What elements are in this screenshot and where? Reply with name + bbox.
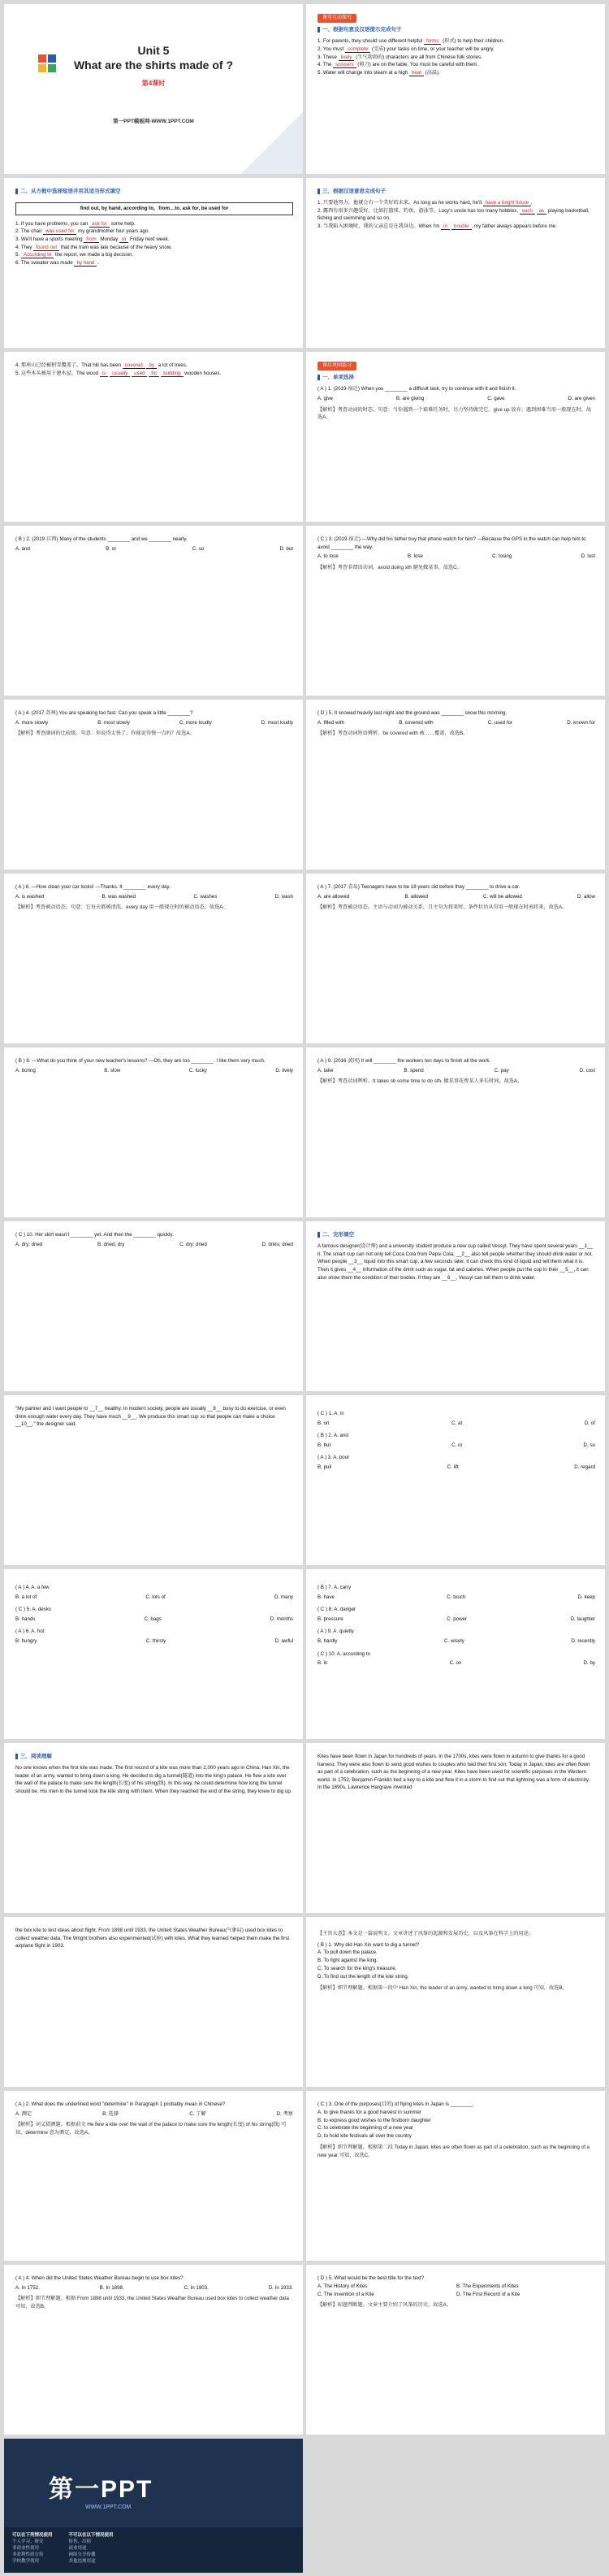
section-tag: 课后巩固练习 — [317, 362, 356, 371]
slide-mc-7 — [306, 874, 605, 1043]
question: ( A ) 6. —How clean your car looks! —Thanks. It ________ every day. — [15, 884, 171, 890]
explanation: 【解析】考查副词的比较级。句意：你说得太快了，你能说得慢一点吗？故选A。 — [15, 731, 195, 737]
cloze-question: ( A ) 9. A. quietly B. hardly C. wisely D. recently — [317, 1628, 595, 1645]
explanation: 【解析】考查被动语态。句意：它每天都被清洗。every day 用一般现在时的被动语态，故选A。 — [15, 904, 228, 911]
passage: No one knows when the first kite was made. The first record of a kite was more than 2,000 years ago in China. Han Xin, the leader of an army, wanted to bring down a king. He decided to dig a tunnel(隧道) into the king's palace. He flew a kite over the wall of the palace to make sure the length(长度) of his string(线). In this way, he could determine how long the tunnel should be. His men in the tunnel took the kite string with them. When they reached the end of the string, they knew to dig up. — [15, 1765, 292, 1794]
section-heading: 二、完形填空 — [317, 1231, 354, 1239]
option: A. 测定 — [15, 2110, 32, 2117]
option: D. so — [583, 1442, 595, 1448]
question: ( A ) 4. When did the United States Weather Bureau begin to use box kites? — [15, 2275, 184, 2281]
option: B. allowed — [404, 893, 428, 900]
list-item: 网络分享传播 — [68, 2552, 96, 2557]
section-heading: 一、单项选择 — [317, 374, 354, 382]
option: B. in — [317, 1660, 328, 1667]
slide-reading-q2 — [4, 2091, 303, 2261]
option: D. many — [274, 1594, 293, 1600]
option: D. months — [270, 1615, 293, 1622]
option: A. give — [317, 395, 333, 401]
cloze-items — [317, 1405, 595, 1472]
option: C. losing — [492, 553, 512, 560]
main-idea: 【主旨大意】本文是一篇说明文。文章讲述了风筝的起源和发展历史，以及风筝在科学上的用途。 — [317, 1931, 534, 1936]
answer-blank: as — [537, 208, 547, 215]
option: B. pull — [317, 1464, 332, 1471]
list-item: 转售、出租 — [68, 2539, 92, 2544]
slide-sentence-completion — [306, 4, 605, 174]
question: ( C ) 10. Her skirt wasn't ________ yet. And then the ________ quickly. — [15, 1232, 174, 1238]
option: C. lucky — [188, 1067, 207, 1073]
exercise-text: 1. For parents, they should use different helpful forms (形式) to help their children. 2. You must complete (完成) your tasks on time, or your teacher will be angry. 3. These lively (生气勃勃的) characters are all from Chinese folk stories. 4. The scissors (剪刀) are on the table. You must be careful with them. 5. Water will change into steam at a high heat (高温). — [317, 38, 504, 76]
slide-reading-q3 — [306, 2091, 605, 2261]
option: B. 选择 — [102, 2110, 119, 2117]
option: B. spend — [404, 1067, 424, 1073]
answer-blank: is — [100, 371, 108, 377]
cloze-items — [15, 1579, 293, 1646]
option: D. of — [584, 1420, 595, 1426]
question: ( D ) 5. What would be the best title for the text? — [317, 2275, 425, 2281]
option: A. are allowed — [317, 893, 350, 900]
answer-blank: heat — [409, 70, 424, 76]
option: A. to lose — [317, 553, 339, 560]
option: C. will be allowed — [483, 893, 522, 900]
slide-translation-cont — [4, 352, 303, 522]
option: B. on — [317, 1420, 330, 1426]
section-tag: 课堂互动探究 — [317, 14, 356, 23]
answer-blank: According to — [21, 252, 54, 258]
forbidden-title: 不可以在以下情况使用 — [68, 2533, 114, 2538]
option: D. laughter — [570, 1615, 595, 1622]
allowed-list — [12, 2538, 53, 2564]
option: C. 了解 — [189, 2110, 206, 2117]
option: D. known for — [567, 719, 595, 726]
cloze-question: ( C ) 1. A. in B. on C. at D. of — [317, 1411, 595, 1426]
option: C. In 1903. — [184, 2284, 209, 2291]
section-heading: 三、根据汉语意思完成句子 — [317, 188, 386, 196]
option: B. a lot of — [15, 1594, 37, 1600]
option: C. lots of — [145, 1594, 166, 1600]
explanation: 【解析】词义猜测题。根据前文 He flew a kite over the wall of the palace to make sure the length(长度) of his string(线) 可知，determine 意为测定，故选A。 — [15, 2122, 287, 2136]
allowed-title: 可以在下列情况使用 — [12, 2533, 53, 2538]
slide-reading-end — [4, 1917, 303, 2087]
option: D. are given — [568, 395, 595, 401]
list-item: C. The Invention of a Kite — [317, 2291, 374, 2297]
option: B. In 1898. — [99, 2284, 124, 2291]
list-item: D. The First Record of a Kite — [456, 2291, 520, 2297]
question: ( A ) 7. (2017·青岛) Teenagers have to be 18 years old before they ________ to drive a car. — [317, 884, 520, 890]
option: B. covered with — [399, 719, 434, 726]
phrase-box: find out, by hand, according to，from…to, ask for, be used for — [15, 202, 293, 215]
cover-title — [4, 43, 303, 72]
passage: A famous designer(设计师) and a university student produce a new cup called Vessyl. They have spent several years __1__ it. The smart cup can not only tell Coca Cola from Pepsi Cola, __2__ also tell people whether they should drink water or not. When people __3__ liquid into this smart cup, a few seconds later, it can check this kind of liquid and tell them what it is. Then it gives __4__ information of the drink such as sugar, fat and calories. When people put the cup in their __5__, it can also show them the condition of their bodies. If they are __6__, Vessyl can tell them to drink water. — [317, 1243, 594, 1281]
list-item: 个人学习、研究 — [12, 2539, 44, 2544]
slide-translation — [306, 178, 605, 348]
option: C. pay — [494, 1067, 509, 1073]
answer-blank: for — [149, 371, 159, 377]
option: B. hardly — [317, 1638, 338, 1645]
cloze-question: ( B ) 7. A. carry B. have C. touch D. keep — [317, 1585, 595, 1600]
option: A. dry; dried — [15, 1241, 43, 1247]
options — [317, 2283, 595, 2299]
option: D. recently — [571, 1638, 595, 1645]
option: B. or — [106, 545, 117, 552]
option: C. wisely — [444, 1638, 464, 1645]
slide-cloze-q3 — [306, 1569, 605, 1739]
answer-blank: to — [119, 236, 128, 243]
explanation: 【解析】考查非谓语动词。avoid doing sth 避免做某事，故选C。 — [317, 564, 462, 570]
option: C. more loudly — [179, 719, 212, 726]
option: A. more slowly — [15, 719, 49, 726]
option: A. is washed — [15, 893, 45, 900]
options — [15, 545, 293, 553]
option: D. awful — [274, 1638, 293, 1645]
option: C. dry; dried — [179, 1241, 207, 1247]
option: B. are giving — [395, 395, 425, 401]
question: ( A ) 1. (2019·宿迁) When you ________ a difficult task, try to continue with it and finish it. — [317, 386, 516, 392]
answer-blank: have a bright future — [483, 200, 531, 206]
answer-blank: in — [441, 223, 450, 230]
slide-cloze-q2 — [4, 1569, 303, 1739]
options — [317, 719, 595, 727]
option: D. but — [279, 545, 293, 552]
answer-blank: building — [161, 371, 183, 377]
options — [317, 2109, 595, 2141]
option: B. hungry — [15, 1638, 37, 1645]
option: D. dries; dried — [261, 1241, 293, 1247]
question: ( A ) 2. What does the underlined word "determine" in Paragraph 1 probably mean in Chinese? — [15, 2101, 226, 2107]
answer-blank: from — [84, 236, 98, 243]
list-item: B. The Experiments of Kites — [456, 2283, 519, 2289]
list-item: A. The History of Kites — [317, 2283, 368, 2289]
options — [15, 2110, 293, 2118]
list-item: C. to celebrate the beginning of a new year — [317, 2125, 413, 2131]
passage: the box kite to test ideas about flight. From 1898 until 1933, the United States Weather Bureau(气象局) used box kites to collect weather data. The Wright brothers also experimented(试验) with kites. What they learned helped them make the first airplane flight in 1903. — [15, 1928, 290, 1949]
list-item: A. To pull down the palace. — [317, 1949, 378, 1956]
explanation: 【解析】考查动词短语辨析。be covered with 被……覆盖，故选B。 — [317, 731, 469, 737]
option: C. gave — [487, 395, 505, 401]
slide-reading-q4 — [4, 2265, 303, 2435]
list-item: 学校教学使用 — [12, 2559, 40, 2564]
option: B. most slowly — [97, 719, 130, 726]
options — [15, 1241, 293, 1249]
option: D. allow — [577, 893, 595, 900]
option: D. lively — [275, 1067, 293, 1073]
slide-reading-q1 — [306, 1917, 605, 2087]
option: A. filled with — [317, 719, 345, 726]
option: C. bags — [144, 1615, 162, 1622]
list-item: 其他违规用途 — [68, 2559, 96, 2564]
cover-footer: 第一PPT模板网-WWW.1PPT.COM — [113, 119, 194, 124]
answer-blank: such — [520, 208, 535, 215]
slide-reading-q5 — [306, 2265, 605, 2435]
slide-reading — [4, 1743, 303, 1913]
options — [15, 2284, 293, 2292]
slide-mc-8 — [4, 1047, 303, 1217]
exercise-text: 1. 只要他努力，他就会有一个美好的未来。As long as he works hard, he'll have a bright future . 2. 露西有很多兴趣爱好，比如打篮球、钓鱼、游泳等。Lucy's uncle has too many hobbies, such as playing basketball, fishing and swimming and so on. 3. 当我陷入困境时，我的父亲总是在我身边。When I'm in trouble , my father always appears before me. — [317, 200, 590, 229]
option: C. washes — [193, 893, 218, 900]
slide-phrase-fill — [4, 178, 303, 348]
question: ( B ) 8. —What do you think of your new teacher's lessons? —Oh, they are too ________. I like them very much. — [15, 1058, 266, 1064]
question: ( B ) 1. Why did Han Xin want to dig a tunnel? — [317, 1941, 420, 1948]
explanation: 【解析】标题判断题。文章主要介绍了风筝的历史，故选A。 — [317, 2302, 452, 2309]
option: C. at — [451, 1420, 463, 1426]
cloze-question: ( A ) 6. A. hot B. hungry C. thirsty D. awful — [15, 1628, 293, 1645]
option: C. touch — [447, 1594, 466, 1600]
brand-site: WWW.1PPT.COM — [85, 2504, 132, 2510]
slide-mc-6 — [4, 874, 303, 1043]
option: D. cost — [579, 1067, 595, 1073]
explanation: 【解析】考查动词辨析。It takes sb some time to do sth. 做某事花费某人多长时间，故选A。 — [317, 1078, 523, 1085]
question: ( B ) 2. (2019·江西) Many of the students ________ and we ________ nearly. — [15, 536, 188, 542]
cloze-question: ( C ) 8. A. danger B. pressure C. power D. laughter — [317, 1607, 595, 1622]
answer-blank: used — [132, 371, 147, 377]
list-item: D. to hold kite festivals all over the country — [317, 2133, 412, 2140]
passage: "My partner and I want people to __7__ healthy. In modern society, people are usually __8__ busy to do exercise, or even drink enough water every day. They have much __9__. We produce this smart cup so that people can make a choice __10__," the designer said. — [15, 1406, 286, 1428]
answer-blank: found out — [33, 245, 59, 251]
slide-mc-4 — [4, 700, 303, 870]
slide-cloze-q1 — [306, 1395, 605, 1565]
option: D. regard — [574, 1464, 595, 1471]
options — [317, 1067, 595, 1075]
list-item: B. To fight against the king. — [317, 1958, 378, 1964]
passage: Kites have been flown in Japan for hundreds of years. In the 1700s, kites were flown in autumn to give thanks for a good harvest. They were also flown to send good wishes to couples who had their first son. Today in Japan, kites are often flown as part of a celebration, such as the beginning of a new year. Kites have been used for scientific purposes in the Western world. In 1752, Benjamin Franklin tied a key to a kite and flew it in a storm to find out that lightning was a form of electricity. In the 1890s, Lawrence Hargrave invented — [317, 1754, 590, 1791]
explanation: 【解析】考查动词的时态。句意：当你遇到一个艰难任务时，尽力坚持做完它。give up 放弃；遇到困难当用一般现在时，故选A。 — [317, 406, 592, 421]
explanation: 【解析】细节理解题。根据 From 1898 until 1933, the United States Weather Bureau used box kites to collect weather data 可知，故选B。 — [15, 2296, 289, 2309]
option: D. wash — [274, 893, 293, 900]
option: C. thirsty — [145, 1638, 166, 1645]
option: D. In 1933. — [268, 2284, 293, 2291]
slide-mc-9 — [306, 1047, 605, 1217]
explanation: 【解析】细节理解题。根据第一段中 Han Xin, the leader of an army, wanted to bring down a king 可知，故选B。 — [317, 1984, 568, 1991]
unit-title: What are the shirts made of ? — [73, 59, 234, 72]
answer-blank: trouble — [451, 223, 472, 230]
answer-blank: covered — [123, 362, 145, 369]
answer-blank: by hand — [74, 260, 97, 267]
list-item: D. To find out the length of the kite string. — [317, 1973, 409, 1980]
option: A. In 1752. — [15, 2284, 40, 2291]
answer-blank: by — [146, 362, 157, 369]
slide-reading-cont — [306, 1743, 605, 1913]
option: B. slow — [104, 1067, 121, 1073]
slide-cloze-cont — [4, 1395, 303, 1565]
options — [317, 395, 595, 403]
list-item: C. To search for the king's treasure. — [317, 1966, 397, 1972]
list-item: 非商业性使用 — [12, 2546, 40, 2551]
options — [317, 553, 595, 561]
answer-blank: lively — [339, 54, 355, 61]
slide-mc-3 — [306, 526, 605, 696]
options — [317, 893, 595, 901]
option: B. dried; dry — [97, 1241, 125, 1247]
answer-blank: complete — [345, 46, 370, 53]
explanation: 【解析】考查被动语态。主语与动词为被动关系，且主句为将来时，条件状语从句用一般现在时表将来，故选A。 — [317, 904, 568, 911]
list-item: A. to give thanks for a good harvest in summer — [317, 2109, 421, 2115]
option: D. keep — [577, 1594, 595, 1600]
answer-blank: ask for — [89, 221, 110, 228]
option: C. used for — [487, 719, 513, 726]
section-heading: 三、阅读理解 — [15, 1753, 52, 1761]
cloze-question: ( B ) 2. A. and B. but C. or D. so — [317, 1433, 595, 1448]
option: B. hands — [15, 1615, 36, 1622]
exercise-text: 4. 那座山已经被积雪覆盖了。That hill has been covered by a lot of trees. 5. 这些木头被用于建木屋。The wood is usually used for building wooden houses. — [15, 362, 222, 376]
answer-blank: usually — [110, 371, 130, 377]
option: B. was washed — [102, 893, 136, 900]
lesson-label: 第4课时 — [141, 80, 166, 87]
option: A. boring — [15, 1067, 36, 1073]
cloze-question: ( C ) 5. A. desks B. hands C. bags D. months — [15, 1607, 293, 1622]
exercise-text: 1. If you have problems, you can ask for some help. 2. The chair was used for my grandmother four years ago. 3. We'll have a sports meeting from Monday to Friday next week. 4. They found out that the train was late because of the heavy snow. 5. According to the report, we made a big decision. 6. The sweater was made by hand . — [15, 220, 172, 266]
slide-mc-10 — [4, 1221, 303, 1391]
list-item: B. to express good wishes to the firstborn daughter — [317, 2117, 431, 2123]
cover-slide — [4, 4, 303, 174]
option: D. by — [583, 1660, 595, 1667]
slide-cloze — [306, 1221, 605, 1391]
option: B. pressure — [317, 1615, 343, 1622]
option: D. most loudly — [261, 719, 293, 726]
option: D. 考察 — [276, 2110, 293, 2117]
cloze-question: ( A ) 4. A. a few B. a lot of C. lots of D. many — [15, 1585, 293, 1600]
option: D. lost — [581, 553, 595, 560]
option: C. or — [451, 1442, 463, 1448]
decor-corner — [230, 109, 303, 174]
forbidden-list — [69, 2538, 114, 2564]
options — [317, 1949, 595, 1981]
cloze-question: ( A ) 3. A. pour B. pull C. lift D. regard — [317, 1455, 595, 1471]
answer-blank: was used for — [43, 228, 76, 235]
cloze-question: ( C ) 10. A. according to B. in C. on D. by — [317, 1650, 595, 1667]
option: B. but — [317, 1442, 331, 1448]
option: A. take — [317, 1067, 334, 1073]
explanation: 【解析】细节理解题。根据第二段 Today in Japan, kites are often flown as part of a celebration, such as the beginning of a new year 可知，故选C。 — [317, 2144, 590, 2158]
option: C. lift — [447, 1464, 459, 1471]
unit-label: Unit 5 — [137, 44, 170, 57]
slide-mc-5 — [306, 700, 605, 870]
usage-terms — [4, 2527, 303, 2573]
options — [15, 893, 293, 901]
option: B. lose — [408, 553, 423, 560]
list-item: 非盈利性质宣传 — [12, 2552, 44, 2557]
question: ( A ) 9. (2016·黄冈) It will ________ the workers ten days to finish all the work. — [317, 1058, 491, 1064]
option: A. and — [15, 545, 30, 552]
option: B. have — [317, 1594, 335, 1600]
option: C. so — [192, 545, 205, 552]
question: ( D ) 5. It snowed heavily last night and the ground was ________ snow this morning. — [317, 710, 508, 716]
option: C. power — [447, 1615, 468, 1622]
question: ( A ) 4. (2017·苏州) You are speaking too fast. Can you speak a little ________? — [15, 710, 193, 716]
list-item: 商业用途 — [68, 2546, 87, 2551]
answer-blank: forms — [424, 38, 441, 45]
answer-blank: scissors — [333, 62, 356, 68]
question: ( C ) 3. One of the purposes(目的) of flying kites in Japan is ________. — [317, 2101, 474, 2107]
options — [15, 1067, 293, 1075]
option: C. on — [449, 1660, 462, 1667]
brand-logo: 第一PPT — [49, 2476, 153, 2503]
question: ( C ) 3. (2019·宿迁) —Why did his father buy that phone watch for him? —Because the GPS in the watch can help him to avoid ________ the way. — [317, 536, 586, 550]
section-heading: 一、根据句意及汉语提示完成句子 — [317, 26, 402, 34]
slide-mc-1 — [306, 352, 605, 522]
options — [15, 719, 293, 727]
slide-mc-2 — [4, 526, 303, 696]
section-heading: 二、从方框中选择短语并用其适当形式填空 — [15, 188, 121, 196]
cloze-items — [317, 1579, 595, 1667]
